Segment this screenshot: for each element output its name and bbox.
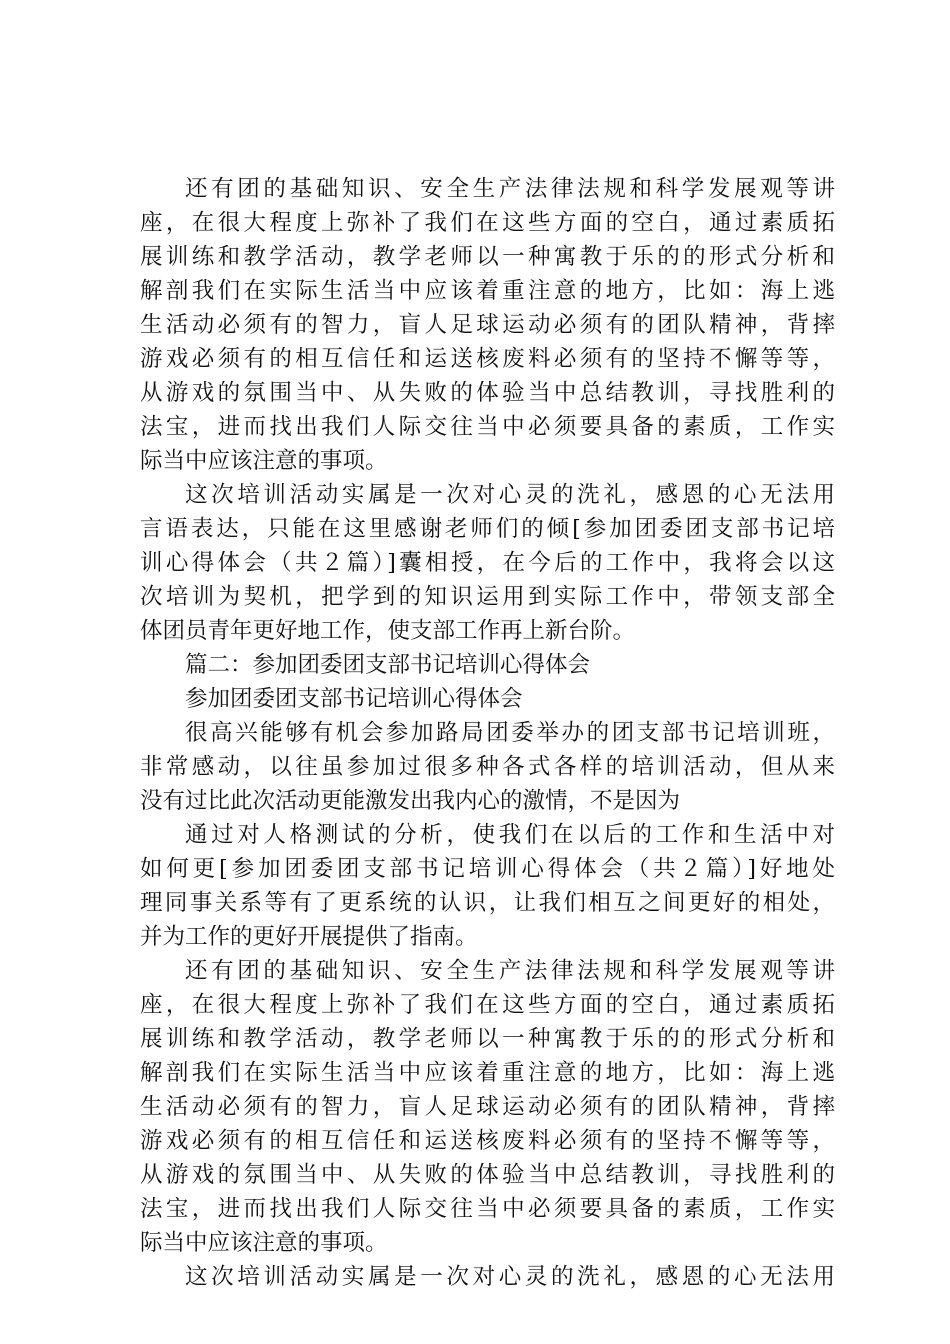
text-line: 这次培训活动实属是一次对心灵的洗礼，感恩的心无法用 bbox=[185, 1264, 835, 1290]
text-line: 参加团委团支部书记培训心得体会 bbox=[185, 686, 523, 712]
text-line: 言语表达，只能在这里感谢老师们的倾[参加团委团支部书记培 bbox=[140, 516, 835, 542]
text-line: 生活动必须有的智力，盲人足球运动必须有的团队精神，背摔 bbox=[140, 312, 835, 338]
text-line: 从游戏的氛围当中、从失败的体验当中总结教训，寻找胜利的 bbox=[140, 380, 835, 406]
text-line: 解剖我们在实际生活当中应该着重注意的地方，比如：海上逃 bbox=[140, 278, 835, 304]
text-line: 展训练和教学活动，教学老师以一种寓教于乐的的形式分析和 bbox=[140, 1026, 835, 1052]
text-line: 篇二：参加团委团支部书记培训心得体会 bbox=[185, 652, 591, 678]
text-line: 还有团的基础知识、安全生产法律法规和科学发展观等讲 bbox=[185, 958, 835, 984]
text-line: 通过对人格测试的分析，使我们在以后的工作和生活中对 bbox=[185, 822, 835, 848]
text-line: 游戏必须有的相互信任和运送核废料必须有的坚持不懈等等， bbox=[140, 346, 835, 372]
text-line: 法宝，进而找出我们人际交往当中必须要具备的素质，工作实 bbox=[140, 1196, 835, 1222]
text-line: 还有团的基础知识、安全生产法律法规和科学发展观等讲 bbox=[185, 176, 835, 202]
text-line: 解剖我们在实际生活当中应该着重注意的地方，比如：海上逃 bbox=[140, 1060, 835, 1086]
text-line: 理同事关系等有了更系统的认识，让我们相互之间更好的相处， bbox=[140, 890, 835, 916]
text-line: 游戏必须有的相互信任和运送核废料必须有的坚持不懈等等， bbox=[140, 1128, 835, 1154]
text-line: 没有过比此次活动更能激发出我内心的激情，不是因为 bbox=[140, 788, 681, 814]
text-line: 从游戏的氛围当中、从失败的体验当中总结教训，寻找胜利的 bbox=[140, 1162, 835, 1188]
text-line: 展训练和教学活动，教学老师以一种寓教于乐的的形式分析和 bbox=[140, 244, 835, 270]
text-line: 很高兴能够有机会参加路局团委举办的团支部书记培训班， bbox=[185, 720, 835, 746]
text-line: 非常感动，以往虽参加过很多种各式各样的培训活动，但从来 bbox=[140, 754, 835, 780]
text-line: 并为工作的更好开展提供了指南。 bbox=[140, 924, 478, 950]
text-line: 这次培训活动实属是一次对心灵的洗礼，感恩的心无法用 bbox=[185, 482, 835, 508]
text-line: 体团员青年更好地工作，使支部工作再上新台阶。 bbox=[140, 618, 636, 644]
text-line: 座，在很大程度上弥补了我们在这些方面的空白，通过素质拓 bbox=[140, 210, 835, 236]
text-line: 法宝，进而找出我们人际交往当中必须要具备的素质，工作实 bbox=[140, 414, 835, 440]
text-line: 如何更[参加团委团支部书记培训心得体会（共２篇）]好地处 bbox=[140, 856, 835, 882]
text-line: 次培训为契机，把学到的知识运用到实际工作中，带领支部全 bbox=[140, 584, 835, 610]
document-body bbox=[140, 172, 835, 1294]
text-line: 座，在很大程度上弥补了我们在这些方面的空白，通过素质拓 bbox=[140, 992, 835, 1018]
text-line: 际当中应该注意的事项。 bbox=[140, 1230, 388, 1256]
text-line: 际当中应该注意的事项。 bbox=[140, 448, 388, 474]
text-line: 生活动必须有的智力，盲人足球运动必须有的团队精神，背摔 bbox=[140, 1094, 835, 1120]
text-line: 训心得体会（共２篇）]囊相授，在今后的工作中，我将会以这 bbox=[140, 550, 835, 576]
